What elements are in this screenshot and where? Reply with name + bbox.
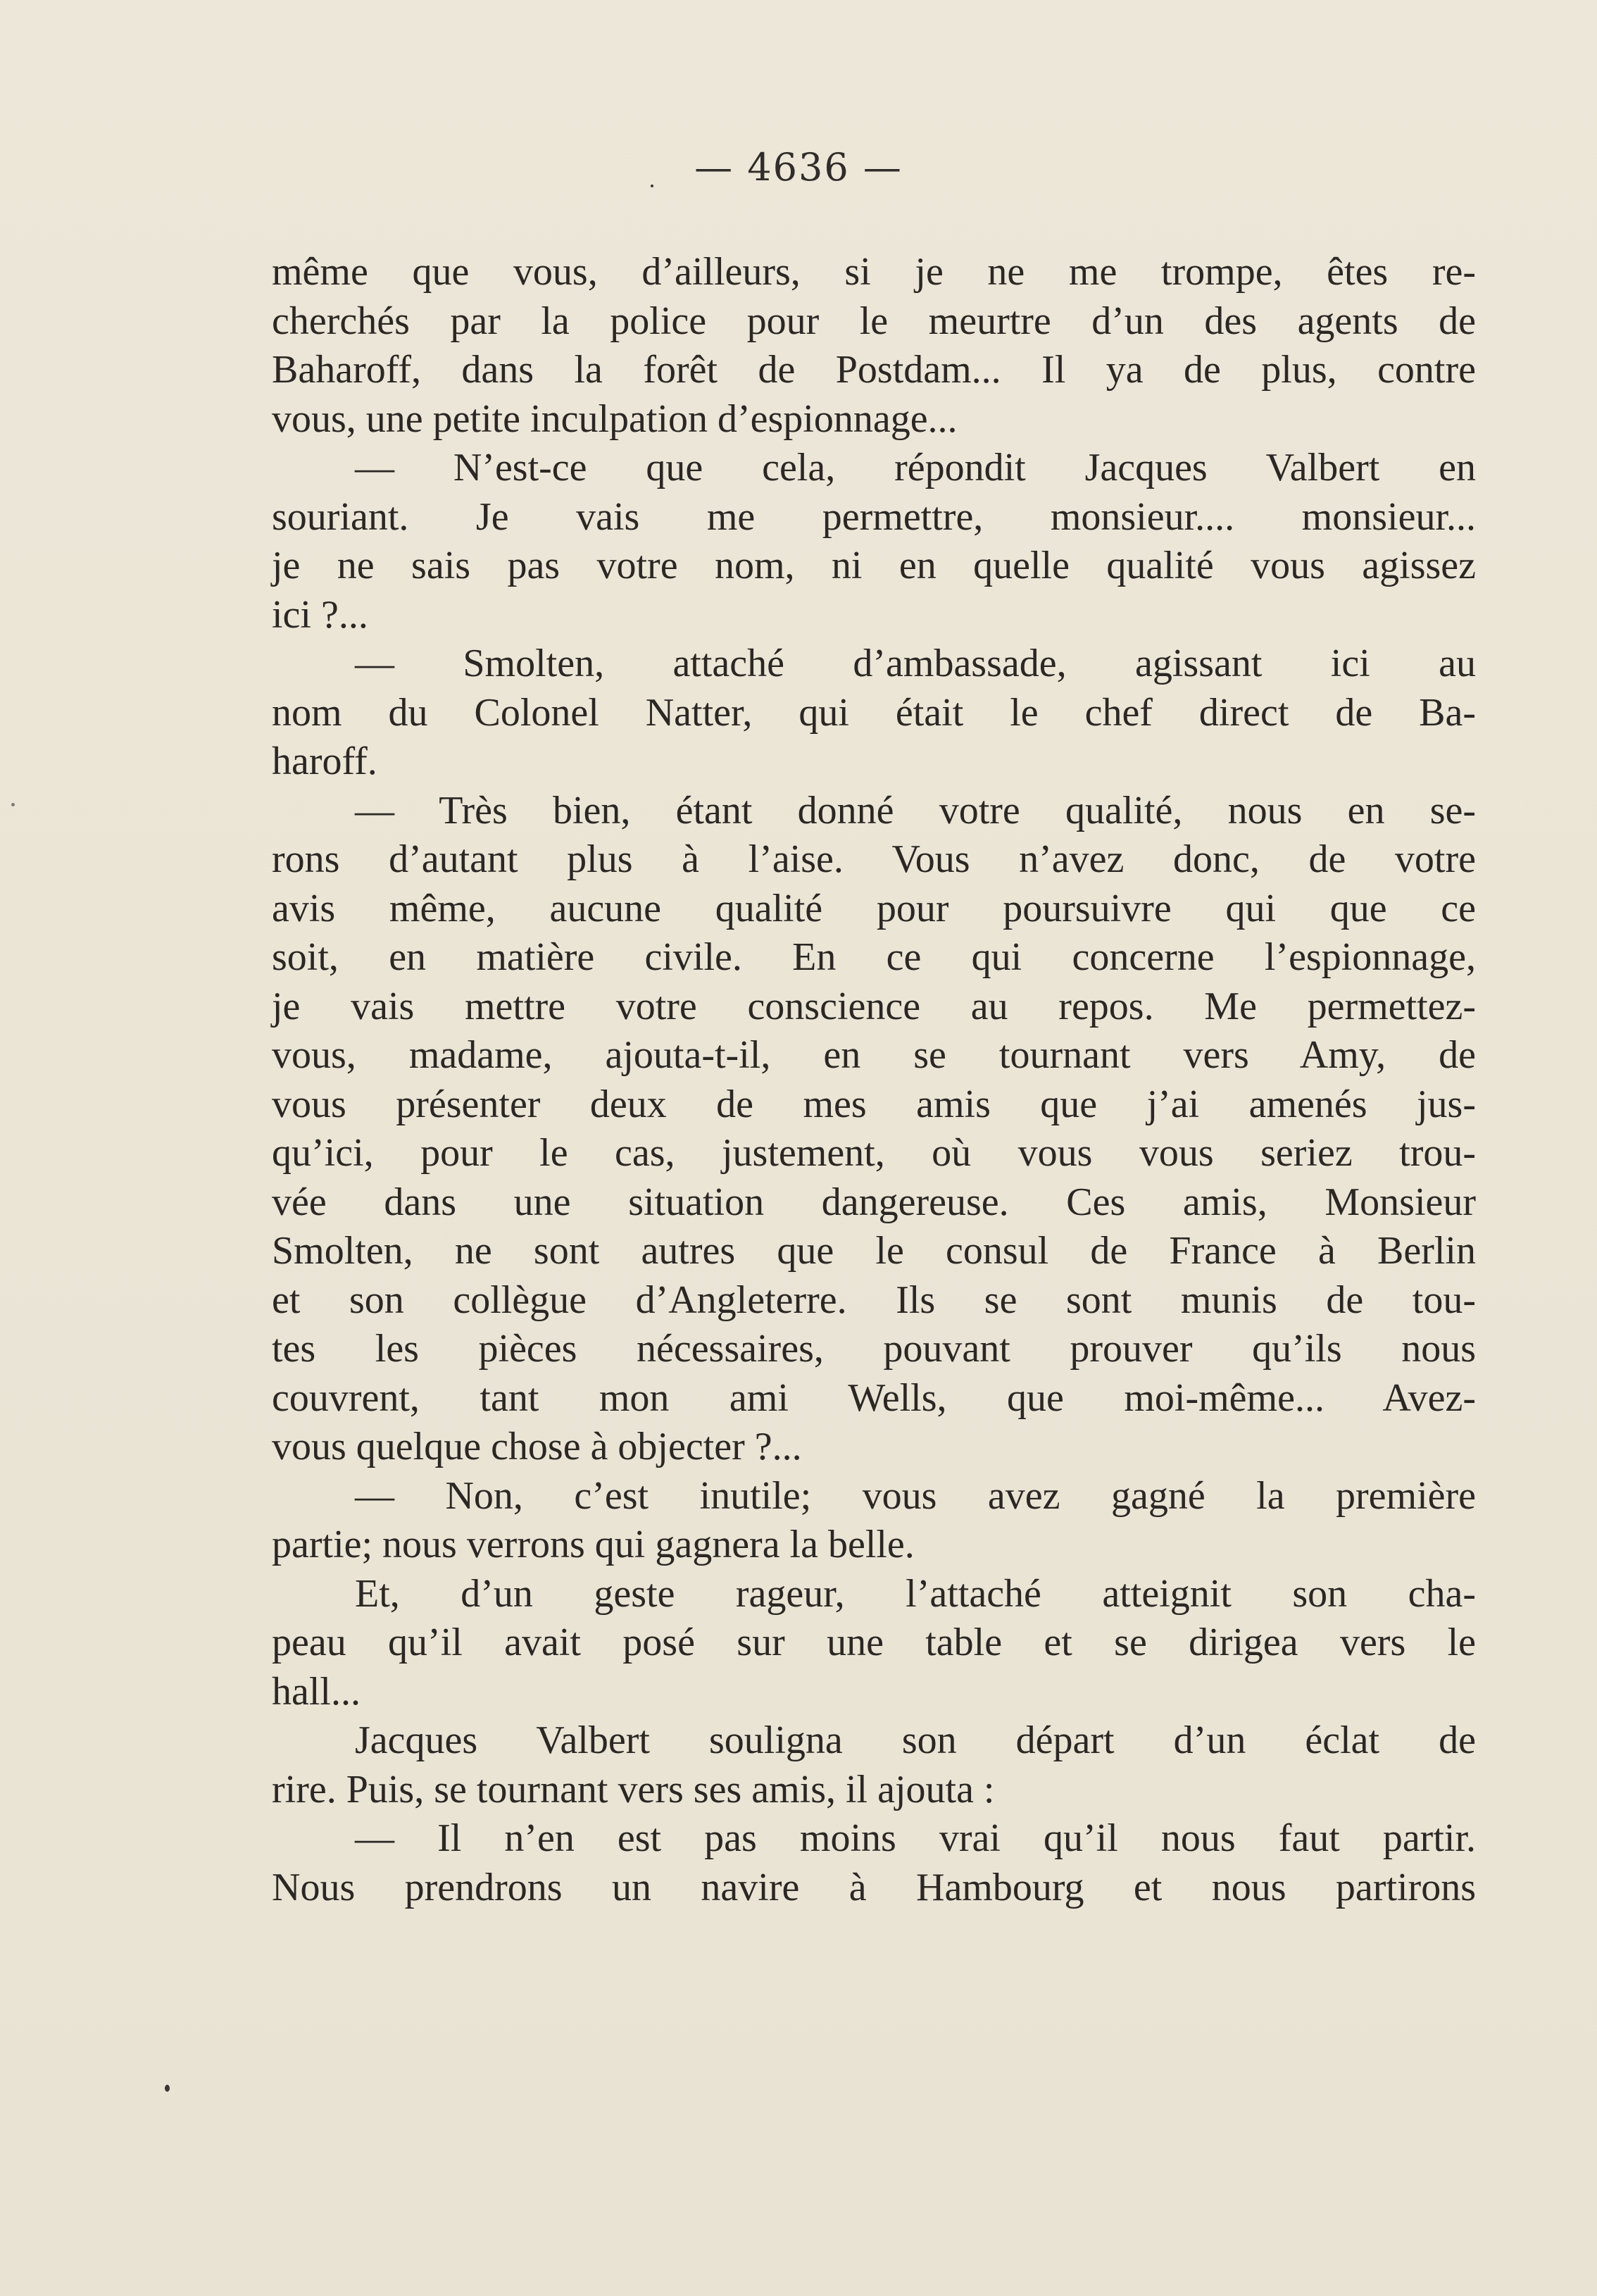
page-number: — 4636 —: [694, 145, 903, 189]
text-line: vée dans une situation dangereuse. Ces amis, Monsieur: [272, 1180, 1476, 1224]
text-line: cherchés par la police pour le meurtre d’un des agents de: [272, 299, 1476, 343]
text-line: — Non, c’est inutile; vous avez gagné la première: [355, 1473, 1476, 1518]
text-line: Smolten, ne sont autres que le consul de France à Berlin: [272, 1229, 1476, 1273]
text-line: vous, madame, ajouta-t-il, en se tournant vers Amy, de: [272, 1033, 1476, 1077]
text-line: rons d’autant plus à l’aise. Vous n’avez donc, de votre: [272, 837, 1476, 881]
text-line: hall...: [272, 1669, 361, 1714]
text-line: — N’est-ce que cela, répondit Jacques Valbert en: [355, 446, 1476, 489]
ink-speck: [651, 185, 653, 187]
text-line: nom du Colonel Natter, qui était le chef direct de Ba-: [272, 690, 1476, 735]
text-line: peau qu’il avait posé sur une table et se dirigea vers le: [272, 1621, 1476, 1664]
body-text: [272, 248, 1476, 1912]
ink-speck: [165, 2085, 170, 2092]
text-line: vous, une petite inculpation d’espionnage...: [272, 397, 958, 441]
text-line: Baharoff, dans la forêt de Postdam... Il ya de plus, contre: [272, 348, 1476, 392]
text-line: qu’ici, pour le cas, justement, où vous vous seriez trou-: [272, 1131, 1476, 1175]
ink-speck: [11, 803, 15, 806]
text-line: et son collègue d’Angleterre. Ils se sont munis de tou-: [272, 1278, 1476, 1322]
text-line: même que vous, d’ailleurs, si je ne me trompe, êtes re-: [272, 250, 1476, 294]
text-line: Jacques Valbert souligna son départ d’un éclat de: [355, 1718, 1476, 1762]
text-line: je ne sais pas votre nom, ni en quelle qualité vous agissez: [272, 544, 1476, 587]
text-line: couvrent, tant mon ami Wells, que moi-même... Avez-: [272, 1375, 1476, 1420]
text-line: soit, en matière civile. En ce qui concerne l’espionnage,: [272, 935, 1476, 979]
text-line: vous quelque chose à objecter ?...: [272, 1425, 802, 1468]
text-line: je vais mettre votre conscience au repos. Me permettez-: [272, 984, 1476, 1028]
text-line: Et, d’un geste rageur, l’attaché atteignit son cha-: [355, 1571, 1476, 1616]
text-line: partie; nous verrons qui gagnera la belle.: [272, 1523, 915, 1566]
text-line: — Il n’en est pas moins vrai qu’il nous faut partir.: [355, 1816, 1476, 1860]
text-line: Nous prendrons un navire à Hambourg et nous partirons: [272, 1865, 1476, 1909]
text-line: rire. Puis, se tournant vers ses amis, il ajouta :: [272, 1767, 995, 1811]
text-line: — Très bien, étant donné votre qualité, nous en se-: [355, 788, 1476, 832]
text-line: haroff.: [272, 740, 377, 783]
text-line: vous présenter deux de mes amis que j’ai amenés jus-: [272, 1082, 1476, 1126]
text-line: avis même, aucune qualité pour poursuivre qui que ce: [272, 886, 1476, 930]
text-line: souriant. Je vais me permettre, monsieur.... monsieur...: [272, 494, 1476, 539]
text-line: tes les pièces nécessaires, pouvant prouver qu’ils nous: [272, 1327, 1476, 1371]
text-line: — Smolten, attaché d’ambassade, agissant ici au: [355, 642, 1476, 685]
text-line: ici ?...: [272, 592, 368, 637]
